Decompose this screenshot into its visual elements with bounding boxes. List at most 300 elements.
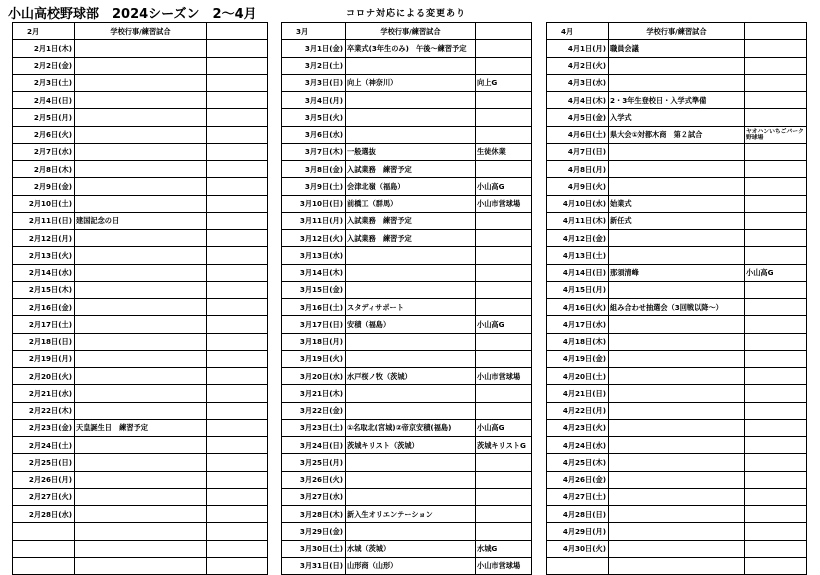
- event-cell: 組み合わせ抽選会（3回戦以降～）: [609, 299, 745, 316]
- date-cell: 3月11日(月): [282, 212, 346, 229]
- table-row: [282, 161, 532, 178]
- table-row: [13, 230, 268, 247]
- table-row: [547, 247, 807, 264]
- date-cell: 3月21日(木): [282, 385, 346, 402]
- date-cell: 3月27日(水): [282, 488, 346, 505]
- note-cell: [745, 488, 807, 505]
- note-cell: [207, 57, 268, 74]
- table-row: [547, 40, 807, 57]
- note-cell: [207, 454, 268, 471]
- date-cell: 4月28日(日): [547, 506, 609, 523]
- table-row: [13, 212, 268, 229]
- table-row: [547, 368, 807, 385]
- note-cell: [745, 143, 807, 160]
- note-cell: [745, 230, 807, 247]
- table-row: [282, 74, 532, 91]
- table-row: [282, 419, 532, 436]
- event-cell: [609, 540, 745, 557]
- note-cell: [476, 247, 532, 264]
- event-cell: [609, 523, 745, 540]
- table-row: [547, 126, 807, 143]
- table-row: [547, 299, 807, 316]
- date-cell: 4月2日(火): [547, 57, 609, 74]
- table-row: [547, 92, 807, 109]
- table-row: [13, 178, 268, 195]
- events-column-header: 学校行事/練習試合: [346, 23, 476, 40]
- march-schedule-table: [281, 22, 532, 575]
- event-cell: 始業式: [609, 195, 745, 212]
- event-cell: [609, 316, 745, 333]
- table-row: [13, 57, 268, 74]
- note-cell: [476, 488, 532, 505]
- note-cell: 水城G: [476, 540, 532, 557]
- event-cell: 入試業務 練習予定: [346, 161, 476, 178]
- table-row: [13, 385, 268, 402]
- table-row: [13, 161, 268, 178]
- note-cell: [745, 212, 807, 229]
- event-cell: 卒業式(3年生のみ) 午後～練習予定: [346, 40, 476, 57]
- event-cell: [75, 57, 207, 74]
- note-cell: [745, 385, 807, 402]
- date-cell: 2月16日(金): [13, 299, 75, 316]
- note-cell: 小山高G: [476, 316, 532, 333]
- date-cell: 4月20日(土): [547, 368, 609, 385]
- date-cell: 2月15日(木): [13, 281, 75, 298]
- note-cell: 小山市営球場: [476, 368, 532, 385]
- table-row: [13, 540, 268, 557]
- date-cell: 4月30日(火): [547, 540, 609, 557]
- note-cell: [207, 523, 268, 540]
- table-row: [547, 195, 807, 212]
- note-cell: [476, 471, 532, 488]
- note-cell: [207, 506, 268, 523]
- date-cell: 3月14日(木): [282, 264, 346, 281]
- event-cell: [75, 471, 207, 488]
- table-row: [282, 212, 532, 229]
- note-cell: [476, 281, 532, 298]
- date-cell: 3月16日(土): [282, 299, 346, 316]
- event-cell: 水城（茨城）: [346, 540, 476, 557]
- note-column-header: [745, 23, 807, 40]
- event-cell: 山形商（山形）: [346, 557, 476, 574]
- table-row: [547, 316, 807, 333]
- table-row: [13, 264, 268, 281]
- date-cell: 2月17日(土): [13, 316, 75, 333]
- event-cell: [609, 178, 745, 195]
- note-cell: [745, 506, 807, 523]
- note-column-header: [207, 23, 268, 40]
- event-cell: [75, 143, 207, 160]
- note-cell: [207, 230, 268, 247]
- february-schedule-table: [12, 22, 268, 575]
- table-row: [547, 212, 807, 229]
- table-row: [282, 264, 532, 281]
- date-cell: 3月23日(土): [282, 419, 346, 436]
- note-cell: [745, 333, 807, 350]
- page-title: 小山高校野球部 2024シーズン 2～4月: [8, 7, 257, 22]
- note-cell: [476, 109, 532, 126]
- event-cell: [609, 350, 745, 367]
- events-column-header: 学校行事/練習試合: [75, 23, 207, 40]
- date-cell: 3月28日(木): [282, 506, 346, 523]
- table-row: [547, 506, 807, 523]
- date-cell: 4月1日(月): [547, 40, 609, 57]
- note-cell: 茨城キリストG: [476, 437, 532, 454]
- date-cell: 2月18日(日): [13, 333, 75, 350]
- note-cell: [207, 471, 268, 488]
- note-cell: [745, 109, 807, 126]
- date-cell: 3月13日(水): [282, 247, 346, 264]
- table-row: [13, 350, 268, 367]
- event-cell: [609, 471, 745, 488]
- event-cell: [346, 402, 476, 419]
- note-cell: [476, 57, 532, 74]
- event-cell: [75, 74, 207, 91]
- date-cell: 2月3日(土): [13, 74, 75, 91]
- note-cell: [745, 471, 807, 488]
- date-cell: 2月25日(日): [13, 454, 75, 471]
- date-cell: 3月9日(土): [282, 178, 346, 195]
- table-row: [282, 437, 532, 454]
- date-cell: 3月17日(日): [282, 316, 346, 333]
- event-cell: [75, 247, 207, 264]
- note-cell: [745, 299, 807, 316]
- event-cell: [346, 92, 476, 109]
- event-cell: [609, 437, 745, 454]
- event-cell: [75, 557, 207, 574]
- table-row: [282, 368, 532, 385]
- date-cell: 3月24日(日): [282, 437, 346, 454]
- date-cell: 4月11日(木): [547, 212, 609, 229]
- table-row: [547, 471, 807, 488]
- date-cell: 3月19日(火): [282, 350, 346, 367]
- event-cell: 新任式: [609, 212, 745, 229]
- table-row: [13, 40, 268, 57]
- table-row: [13, 523, 268, 540]
- table-row: [282, 350, 532, 367]
- date-cell: 2月23日(金): [13, 419, 75, 436]
- date-cell: 3月25日(月): [282, 454, 346, 471]
- note-cell: [207, 143, 268, 160]
- date-cell: 4月23日(火): [547, 419, 609, 436]
- date-cell: 3月7日(木): [282, 143, 346, 160]
- table-row: [282, 40, 532, 57]
- table-row: [282, 402, 532, 419]
- table-row: [282, 557, 532, 574]
- date-cell: 4月18日(木): [547, 333, 609, 350]
- date-cell: 4月16日(火): [547, 299, 609, 316]
- event-cell: [75, 350, 207, 367]
- event-cell: [75, 40, 207, 57]
- event-cell: [609, 385, 745, 402]
- note-cell: [745, 247, 807, 264]
- table-row: [547, 523, 807, 540]
- table-row: [547, 540, 807, 557]
- table-row: [13, 74, 268, 91]
- note-cell: [207, 247, 268, 264]
- event-cell: 那須清峰: [609, 264, 745, 281]
- date-cell: 4月14日(日): [547, 264, 609, 281]
- note-cell: [476, 385, 532, 402]
- date-cell: 4月17日(水): [547, 316, 609, 333]
- note-cell: [207, 161, 268, 178]
- event-cell: [75, 316, 207, 333]
- event-cell: [75, 333, 207, 350]
- note-cell: [745, 454, 807, 471]
- table-row: [282, 247, 532, 264]
- event-cell: 安積（福島）: [346, 316, 476, 333]
- date-cell: 4月8日(月): [547, 161, 609, 178]
- event-cell: 天皇誕生日 練習予定: [75, 419, 207, 436]
- date-cell: [13, 523, 75, 540]
- table-row: [547, 230, 807, 247]
- note-cell: 小山市営球場: [476, 195, 532, 212]
- event-cell: [609, 402, 745, 419]
- table-row: [547, 57, 807, 74]
- date-cell: 2月19日(月): [13, 350, 75, 367]
- event-cell: [75, 506, 207, 523]
- table-row: [13, 126, 268, 143]
- event-cell: [75, 230, 207, 247]
- date-cell: 4月24日(水): [547, 437, 609, 454]
- event-cell: [609, 454, 745, 471]
- date-cell: 3月29日(金): [282, 523, 346, 540]
- table-row: [13, 333, 268, 350]
- event-cell: [346, 488, 476, 505]
- table-row: [282, 109, 532, 126]
- date-cell: 4月13日(土): [547, 247, 609, 264]
- date-cell: 2月21日(水): [13, 385, 75, 402]
- note-cell: [745, 178, 807, 195]
- date-cell: 2月1日(木): [13, 40, 75, 57]
- table-row: [282, 230, 532, 247]
- date-cell: 2月14日(水): [13, 264, 75, 281]
- date-cell: 2月22日(木): [13, 402, 75, 419]
- events-column-header: 学校行事/練習試合: [609, 23, 745, 40]
- note-cell: [207, 350, 268, 367]
- note-cell: [476, 506, 532, 523]
- table-row: [547, 333, 807, 350]
- table-row: [547, 161, 807, 178]
- event-cell: [346, 57, 476, 74]
- note-cell: [476, 402, 532, 419]
- event-cell: [346, 264, 476, 281]
- table-row: [282, 385, 532, 402]
- note-cell: [745, 316, 807, 333]
- date-cell: 2月27日(火): [13, 488, 75, 505]
- date-cell: 2月4日(日): [13, 92, 75, 109]
- event-cell: [609, 74, 745, 91]
- note-cell: [207, 316, 268, 333]
- table-row: [13, 402, 268, 419]
- table-row: [282, 195, 532, 212]
- date-cell: 2月6日(火): [13, 126, 75, 143]
- table-row: [547, 264, 807, 281]
- date-cell: 4月10日(水): [547, 195, 609, 212]
- month-header: 3月: [282, 23, 346, 40]
- table-row: [13, 437, 268, 454]
- date-cell: 3月31日(日): [282, 557, 346, 574]
- note-cell: [476, 454, 532, 471]
- event-cell: [609, 419, 745, 436]
- event-cell: [609, 281, 745, 298]
- note-cell: [476, 299, 532, 316]
- table-row: [13, 506, 268, 523]
- date-cell: 3月10日(日): [282, 195, 346, 212]
- event-cell: [75, 454, 207, 471]
- table-row: [547, 350, 807, 367]
- note-cell: [745, 523, 807, 540]
- event-cell: [346, 350, 476, 367]
- note-cell: [476, 212, 532, 229]
- event-cell: 入学式: [609, 109, 745, 126]
- covid-notice: コロナ対応による変更あり: [346, 9, 467, 19]
- date-cell: 2月10日(土): [13, 195, 75, 212]
- table-row: [282, 92, 532, 109]
- event-cell: [75, 540, 207, 557]
- event-cell: 一般選抜: [346, 143, 476, 160]
- table-row: [13, 419, 268, 436]
- event-cell: [75, 402, 207, 419]
- date-cell: [13, 540, 75, 557]
- note-cell: [745, 437, 807, 454]
- date-cell: 3月20日(水): [282, 368, 346, 385]
- event-cell: [609, 230, 745, 247]
- table-row: [547, 109, 807, 126]
- note-cell: [207, 74, 268, 91]
- date-cell: 4月15日(月): [547, 281, 609, 298]
- table-row: [13, 557, 268, 574]
- event-cell: [346, 523, 476, 540]
- note-cell: [207, 40, 268, 57]
- note-cell: [745, 419, 807, 436]
- table-row: [282, 178, 532, 195]
- event-cell: 向上（神奈川）: [346, 74, 476, 91]
- note-cell: [745, 368, 807, 385]
- table-row: [282, 523, 532, 540]
- event-cell: [75, 385, 207, 402]
- table-row: [547, 74, 807, 91]
- event-cell: [346, 385, 476, 402]
- date-cell: 2月9日(金): [13, 178, 75, 195]
- date-cell: 2月24日(土): [13, 437, 75, 454]
- note-cell: [476, 523, 532, 540]
- table-row: [13, 195, 268, 212]
- event-cell: スタディサポート: [346, 299, 476, 316]
- event-cell: 新入生オリエンテーション: [346, 506, 476, 523]
- note-cell: [476, 350, 532, 367]
- note-cell: 生徒休業: [476, 143, 532, 160]
- date-cell: 2月5日(月): [13, 109, 75, 126]
- table-row: [13, 316, 268, 333]
- date-cell: 4月12日(金): [547, 230, 609, 247]
- event-cell: [75, 161, 207, 178]
- note-cell: [207, 92, 268, 109]
- date-cell: 3月22日(金): [282, 402, 346, 419]
- note-cell: 小山高G: [476, 419, 532, 436]
- date-cell: 2月2日(金): [13, 57, 75, 74]
- note-cell: [476, 126, 532, 143]
- event-cell: 会津北嶺（福島）: [346, 178, 476, 195]
- date-cell: 2月12日(月): [13, 230, 75, 247]
- date-cell: 3月18日(月): [282, 333, 346, 350]
- event-cell: [75, 368, 207, 385]
- event-cell: [75, 488, 207, 505]
- note-cell: [207, 419, 268, 436]
- event-cell: 入試業務 練習予定: [346, 230, 476, 247]
- event-cell: [75, 178, 207, 195]
- table-row: [547, 178, 807, 195]
- event-cell: [75, 109, 207, 126]
- date-cell: 3月12日(火): [282, 230, 346, 247]
- event-cell: [609, 557, 745, 574]
- note-cell: [207, 333, 268, 350]
- event-cell: [75, 437, 207, 454]
- note-cell: [745, 92, 807, 109]
- event-cell: [346, 109, 476, 126]
- note-cell: ヤオハンいちごパーク野球場: [745, 126, 807, 143]
- table-row: [13, 247, 268, 264]
- date-cell: 4月21日(日): [547, 385, 609, 402]
- event-cell: [609, 368, 745, 385]
- note-cell: 小山高G: [745, 264, 807, 281]
- event-cell: 2・3年生登校日・入学式準備: [609, 92, 745, 109]
- note-cell: [207, 299, 268, 316]
- event-cell: [609, 143, 745, 160]
- event-cell: 前橋工（群馬）: [346, 195, 476, 212]
- event-cell: [346, 333, 476, 350]
- event-cell: [609, 57, 745, 74]
- note-cell: [745, 540, 807, 557]
- date-cell: 3月6日(水): [282, 126, 346, 143]
- date-cell: 4月7日(日): [547, 143, 609, 160]
- table-row: [13, 92, 268, 109]
- month-header: 2月: [13, 23, 75, 40]
- event-cell: [346, 126, 476, 143]
- note-cell: [207, 178, 268, 195]
- table-row: [547, 557, 807, 574]
- date-cell: 2月8日(木): [13, 161, 75, 178]
- date-cell: 4月25日(木): [547, 454, 609, 471]
- note-cell: [745, 74, 807, 91]
- note-cell: [207, 368, 268, 385]
- table-row: [282, 333, 532, 350]
- note-cell: [207, 109, 268, 126]
- event-cell: [609, 333, 745, 350]
- note-cell: [207, 437, 268, 454]
- table-row: [13, 299, 268, 316]
- date-cell: 3月8日(金): [282, 161, 346, 178]
- table-row: [282, 540, 532, 557]
- table-row: [282, 299, 532, 316]
- date-cell: 4月5日(金): [547, 109, 609, 126]
- date-cell: 3月15日(金): [282, 281, 346, 298]
- table-row: [547, 281, 807, 298]
- note-cell: [207, 385, 268, 402]
- event-cell: [609, 506, 745, 523]
- table-row: [282, 454, 532, 471]
- april-schedule-table: [546, 22, 807, 575]
- table-row: [547, 488, 807, 505]
- date-cell: 3月5日(火): [282, 109, 346, 126]
- date-cell: 4月26日(金): [547, 471, 609, 488]
- table-row: [282, 126, 532, 143]
- note-cell: [745, 557, 807, 574]
- date-cell: 2月28日(水): [13, 506, 75, 523]
- date-cell: 4月6日(土): [547, 126, 609, 143]
- date-cell: 3月3日(日): [282, 74, 346, 91]
- date-cell: 3月26日(火): [282, 471, 346, 488]
